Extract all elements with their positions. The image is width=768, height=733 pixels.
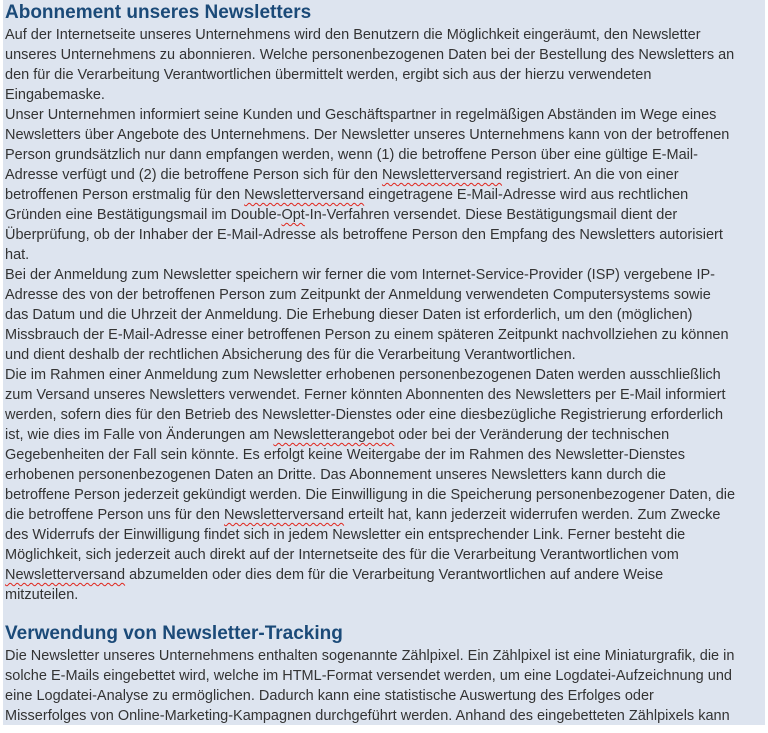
paragraph <box>5 646 765 726</box>
spellcheck-flagged-word: Newsletterversand <box>244 187 365 203</box>
text-line: das Datum und die Uhrzeit der Anmeldung. Die Erhebung dieser Daten ist erforderlich, um den (möglichen) <box>5 307 693 323</box>
text-line: des Widerrufs der Einwilligung findet sich in jedem Newsletter ein entsprechender Link. Ferner besteht die <box>5 527 686 543</box>
text-line: Die Newsletter unseres Unternehmens enthalten sogenannte Zählpixel. Ein Zählpixel ist eine Miniaturgrafik, die in <box>5 648 735 664</box>
section-heading-newsletter-subscription: Abonnement unseres Newsletters <box>5 2 312 23</box>
document-page <box>3 0 765 725</box>
paragraph <box>5 365 765 605</box>
text-line: Missbrauch der E-Mail-Adresse einer betroffenen Person zu einem späteren Zeitpunkt nachvollziehen zu können <box>5 327 729 343</box>
text-line: eine Logdatei-Analyse zu ermöglichen. Dadurch kann eine statistische Auswertung des Erfolges oder <box>5 688 654 704</box>
text-line: Unser Unternehmen informiert seine Kunden und Geschäftspartner in regelmäßigen Abständen im Wege eines <box>5 107 717 123</box>
section-heading-newsletter-tracking: Verwendung von Newsletter-Tracking <box>5 623 343 644</box>
section-body-newsletter-subscription <box>5 25 765 605</box>
paragraph <box>5 105 765 265</box>
text-line: betroffene Person jederzeit gekündigt werden. Die Einwilligung in die Speicherung personenbezogener Daten, die <box>5 487 736 503</box>
section-body-newsletter-tracking <box>5 646 765 726</box>
text-line: unseres Unternehmens zu abonnieren. Welche personenbezogenen Daten bei der Bestellung des Newsletters an <box>5 47 735 63</box>
text-line: Eingabemaske. <box>5 87 105 103</box>
text-line: hat. <box>5 247 30 263</box>
text-line: Die im Rahmen einer Anmeldung zum Newsletter erhobenen personenbezogenen Daten werden ausschließlich <box>5 367 721 383</box>
spellcheck-flagged-word: Newsletterversand <box>5 567 126 583</box>
text-line: erhobenen personenbezogenen Daten an Dritte. Das Abonnement unseres Newsletters kann durch die <box>5 467 666 483</box>
text-line: Überprüfung, ob der Inhaber der E-Mail-Adresse als betroffene Person den Empfang des Newsletters autorisiert <box>5 227 723 243</box>
text-line: solche E-Mails eingebettet wird, welche im HTML-Format versendet werden, um eine Logdatei-Aufzeichnung und <box>5 668 732 684</box>
paragraph <box>5 265 765 365</box>
text-line: Gegebenheiten der Fall sein könnte. Es erfolgt keine Weitergabe der im Rahmen des Newsletter-Dienstes <box>5 447 685 463</box>
spellcheck-flagged-word: Newsletterversand <box>224 507 345 523</box>
text-line: Möglichkeit, sich jederzeit auch direkt auf der Internetseite des für die Verarbeitung Verantwortlichen vom <box>5 547 679 563</box>
text-line: Adresse des von der betroffenen Person zum Zeitpunkt der Anmeldung verwendeten Computersystems sowie <box>5 287 711 303</box>
paragraph <box>5 25 765 105</box>
text-line: den für die Verarbeitung Verantwortlichen übermittelt werden, ergibt sich aus der hierzu verwendeten <box>5 67 652 83</box>
spellcheck-flagged-word: Newsletterangebot <box>273 427 395 443</box>
spellcheck-flagged-word: Newsletterversand <box>381 167 503 183</box>
text-line: Newsletters über Angebote des Unternehmens. Der Newsletter unseres Unternehmens kann von der betroffenen <box>5 127 730 143</box>
text-line: werden, sofern dies für den Betrieb des Newsletter-Dienstes oder eine diesbezügliche Registrierung erforderlich <box>5 407 724 423</box>
text-line: und dient deshalb der rechtlichen Absicherung des für die Verarbeitung Verantwortlichen. <box>5 347 576 363</box>
spellcheck-flagged-word: Opt <box>281 207 305 223</box>
text-line: die betroffene Person uns für den Newsletterversand erteilt hat, kann jederzeit widerrufen werden. Zum Zwecke <box>5 507 721 523</box>
text-line: Misserfolges von Online-Marketing-Kampagnen durchgeführt werden. Anhand des eingebetteten Zählpixels kann <box>5 708 730 724</box>
text-line: Adresse verfügt und (2) die betroffene Person sich für den Newsletterversand registriert. An die von einer <box>5 167 679 183</box>
text-line: Bei der Anmeldung zum Newsletter speichern wir ferner die vom Internet-Service-Provider (ISP) vergebene IP- <box>5 267 715 283</box>
text-line: zum Versand unseres Newsletters verwendet. Ferner könnten Abonnenten des Newsletters per E-Mail informiert <box>5 387 726 403</box>
text-line: ist, wie dies im Falle von Änderungen am Newsletterangebot oder bei der Veränderung der technischen <box>5 427 670 443</box>
text-line: Gründen eine Bestätigungsmail im Double-Opt-In-Verfahren versendet. Diese Bestätigungsmail dient der <box>5 207 678 223</box>
text-line: betroffenen Person erstmalig für den Newsletterversand eingetragene E-Mail-Adresse wird aus rechtlichen <box>5 187 689 203</box>
text-line: Newsletterversand abzumelden oder dies dem für die Verarbeitung Verantwortlichen auf andere Weise <box>5 567 664 583</box>
text-line: Person grundsätzlich nur dann empfangen werden, wenn (1) die betroffene Person über eine gültige E-Mail- <box>5 147 698 163</box>
text-line: mitzuteilen. <box>5 587 79 603</box>
text-line: Auf der Internetseite unseres Unternehmens wird den Benutzern die Möglichkeit eingeräumt, den Newsletter <box>5 27 701 43</box>
